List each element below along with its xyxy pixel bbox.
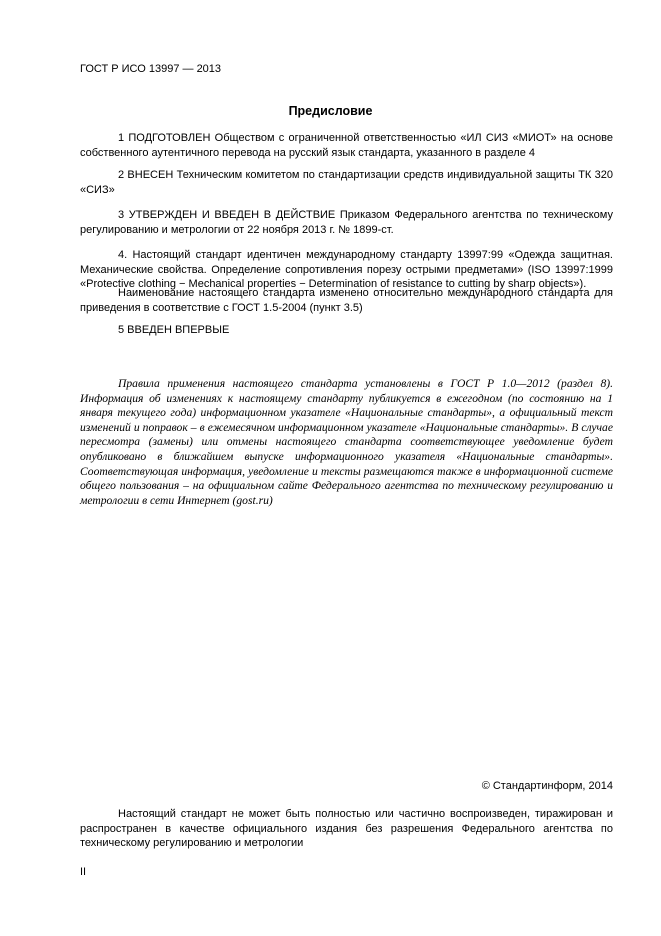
application-rules-notice: Правила применения настоящего стандарта установлены в ГОСТ Р 1.0—2012 (раздел 8). Информация об изменениях к настоящему стандарту публикуется в ежегодном (по состоянию на 1 января текущего года) информационном указателе «Национальные стандарты», а официальный текст изменений и поправок – в ежемесячном информационном указателе «Национальные стандарты». В случае пересмотра (замены) или отмены настоящего стандарта соответствующее уведомление будет опубликовано в ближайшем выпуске информационного указателя «Национальные стандарты». Соответствующая информация, уведомление и тексты размещаются также в информационной системе общего пользования – на официальном сайте Федерального агентства по техническому регулированию и метрологии в сети Интернет (gost.ru) xyxy=(80,377,613,507)
item-3-approved: 3 УТВЕРЖДЕН И ВВЕДЕН В ДЕЙСТВИЕ Приказом Федерального агентства по техническому регулированию и метрологии от 22 ноября 2013 г. № 1899-ст. xyxy=(80,209,613,236)
reproduction-notice: Настоящий стандарт не может быть полностью или частично воспроизведен, тиражирован и распространен в качестве официального издания без разрешения Федерального агентства по техническому регулированию и метрологии xyxy=(80,808,613,849)
document-code: ГОСТ Р ИСО 13997 — 2013 xyxy=(80,63,222,75)
copyright: © Стандартинформ, 2014 xyxy=(481,780,613,792)
page-title: Предисловие xyxy=(288,104,373,118)
item-4-identical: 4. Настоящий стандарт идентичен международному стандарту 13997:99 «Одежда защитная. Механические свойства. Определение сопротивления порезу острыми предметами» (ISO 13997:1999 «Protective clothing − Mechanical properties − Determination of resistance to cutting by sharp objects»). xyxy=(80,249,613,290)
item-2-submitted: 2 ВНЕСЕН Техническим комитетом по стандартизации средств индивидуальной защиты ТК 320 «СИЗ» xyxy=(80,169,613,196)
item-5-introduced: 5 ВВЕДЕН ВПЕРВЫЕ xyxy=(118,324,230,336)
page-number: II xyxy=(80,866,87,878)
item-4-name-change: Наименование настоящего стандарта изменено относительно международного стандарта для приведения в соответствие с ГОСТ 1.5-2004 (пункт 3.5) xyxy=(80,287,613,314)
item-1-prepared: 1 ПОДГОТОВЛЕН Обществом с ограниченной ответственностью «ИЛ СИЗ «МИОТ» на основе собственного аутентичного перевода на русский язык стандарта, указанного в разделе 4 xyxy=(80,132,613,159)
